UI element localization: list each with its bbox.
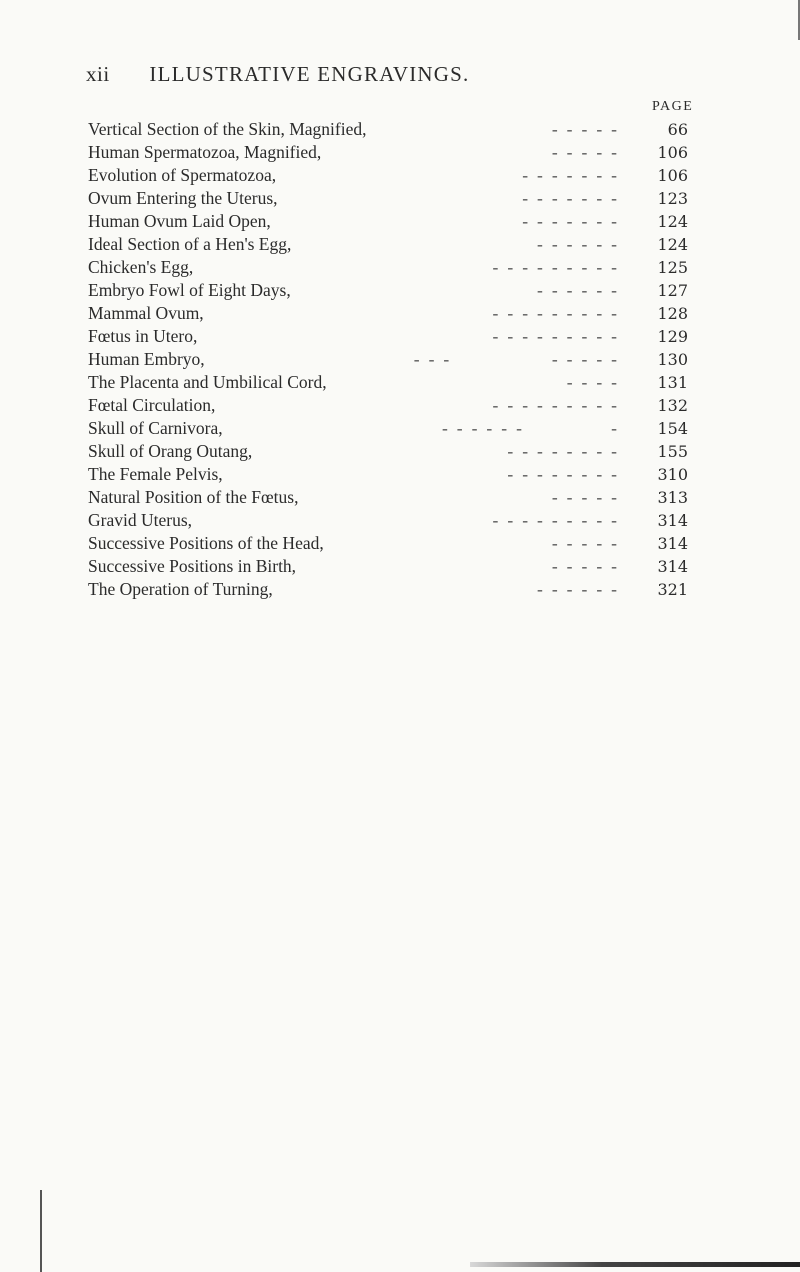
entry-page: 124: [657, 235, 688, 254]
entry-page: 129: [657, 327, 688, 346]
leader-dots: -------: [522, 165, 626, 185]
list-item: [88, 555, 688, 578]
leader-dots: ---------: [492, 395, 626, 415]
leader-dots: ------: [537, 280, 626, 300]
entry-title: The Operation of Turning,: [88, 579, 273, 599]
leader-dots: ---------: [492, 303, 626, 323]
entry-title: Fœtal Circulation,: [88, 395, 216, 415]
entry-title: Natural Position of the Fœtus,: [88, 487, 299, 507]
entry-page: 127: [657, 281, 688, 300]
list-item: [88, 463, 688, 486]
list-item: [88, 233, 688, 256]
list-item: [88, 141, 688, 164]
leader-dots: --------: [507, 441, 626, 461]
list-item: [88, 187, 688, 210]
page-column-label: PAGE: [652, 99, 694, 114]
entry-page: 132: [657, 396, 688, 415]
entry-title: The Female Pelvis,: [88, 464, 223, 484]
entry-title: Gravid Uterus,: [88, 510, 193, 530]
page-header: [86, 62, 646, 87]
entry-title: Embryo Fowl of Eight Days,: [88, 280, 291, 300]
list-item: [88, 509, 688, 532]
running-title: ILLUSTRATIVE ENGRAVINGS.: [149, 62, 470, 86]
list-item: [88, 578, 688, 601]
leader-dots: ------: [537, 579, 626, 599]
entry-page: 124: [657, 212, 688, 231]
list-item: [88, 348, 688, 371]
leader-dots: -----: [551, 487, 626, 507]
entry-title: Fœtus in Utero,: [88, 326, 198, 346]
leader-dots: --- -----: [413, 349, 626, 369]
entry-page: 321: [657, 580, 688, 599]
entry-page: 123: [657, 189, 688, 208]
list-item: [88, 210, 688, 233]
entry-title: Human Spermatozoa, Magnified,: [88, 142, 322, 162]
page-folio: xii: [86, 62, 110, 86]
entry-title: Human Embryo,: [88, 349, 205, 369]
leader-dots: ---------: [492, 510, 626, 530]
entry-title: Mammal Ovum,: [88, 303, 204, 323]
list-item: [88, 256, 688, 279]
entry-title: Ovum Entering the Uterus,: [88, 188, 278, 208]
entry-title: Evolution of Spermatozoa,: [88, 165, 277, 185]
entry-page: 155: [657, 442, 688, 461]
list-item: [88, 440, 688, 463]
entry-page: 314: [657, 534, 688, 553]
leader-dots: -----: [551, 556, 626, 576]
entry-title: The Placenta and Umbilical Cord,: [88, 372, 327, 392]
leader-dots: ------: [537, 234, 626, 254]
entry-title: Successive Positions of the Head,: [88, 533, 324, 553]
entry-page: 128: [657, 304, 688, 323]
list-item: [88, 486, 688, 509]
entry-page: 154: [657, 419, 688, 438]
entry-page: 130: [657, 350, 688, 369]
entry-page: 314: [657, 557, 688, 576]
list-item: [88, 118, 688, 141]
entry-page: 310: [657, 465, 688, 484]
list-item: [88, 532, 688, 555]
entry-title: Human Ovum Laid Open,: [88, 211, 271, 231]
entry-title: Ideal Section of a Hen's Egg,: [88, 234, 292, 254]
entry-title: Chicken's Egg,: [88, 257, 194, 277]
leader-dots: -----: [551, 533, 626, 553]
list-item: [88, 279, 688, 302]
leader-dots: ---------: [492, 326, 626, 346]
entry-title: Successive Positions in Birth,: [88, 556, 297, 576]
entry-page: 66: [667, 120, 688, 139]
entry-title: Vertical Section of the Skin, Magnified,: [88, 119, 367, 139]
entry-page: 125: [657, 258, 688, 277]
engravings-list: [88, 118, 688, 601]
entry-page: 131: [657, 373, 688, 392]
entry-page: 313: [657, 488, 688, 507]
leader-dots: -----: [551, 119, 626, 139]
list-item: [88, 302, 688, 325]
leader-dots: ---------: [492, 257, 626, 277]
entry-page: 106: [657, 166, 688, 185]
leader-dots: ----: [566, 372, 626, 392]
leader-dots: --------: [507, 464, 626, 484]
entry-page: 106: [657, 143, 688, 162]
entry-page: 314: [657, 511, 688, 530]
list-item: [88, 164, 688, 187]
leader-dots: -------: [522, 188, 626, 208]
leader-dots: -------: [522, 211, 626, 231]
list-item: [88, 394, 688, 417]
leader-dots: -----: [551, 142, 626, 162]
page-edge-left: [40, 1190, 42, 1272]
entry-title: Skull of Orang Outang,: [88, 441, 253, 461]
leader-dots: ------ -: [441, 418, 626, 438]
list-item: [88, 371, 688, 394]
list-item: [88, 325, 688, 348]
entry-title: Skull of Carnivora,: [88, 418, 223, 438]
page-edge-bottom: [470, 1262, 800, 1267]
list-item: [88, 417, 688, 440]
